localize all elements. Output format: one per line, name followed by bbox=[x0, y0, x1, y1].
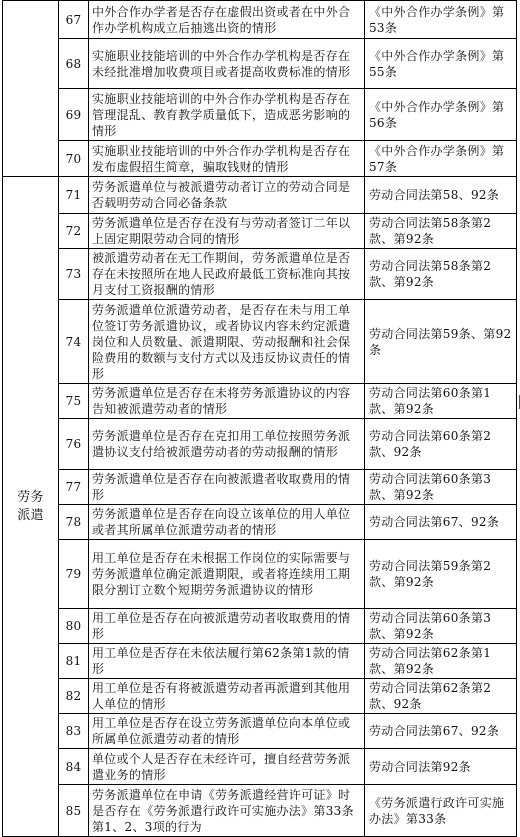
table-row bbox=[3, 540, 517, 609]
legal-basis: 劳动合同法第59条、第92条 bbox=[365, 300, 517, 384]
table-row bbox=[3, 644, 517, 679]
inspection-item: 用工单位是否有将被派遣劳动者再派遣到其他用人单位的情形 bbox=[89, 679, 365, 714]
row-number: 67 bbox=[59, 1, 89, 39]
row-number: 79 bbox=[59, 540, 89, 609]
table-row bbox=[3, 505, 517, 540]
row-number: 75 bbox=[59, 384, 89, 419]
inspection-item: 用工单位是否存在设立劳务派遣单位向本单位或所属单位派遣劳动者的情形 bbox=[89, 714, 365, 749]
inspection-item: 实施职业技能培训的中外合作办学机构是否存在未经批准增加收费项目或者提高收费标准的情形 bbox=[89, 39, 365, 89]
table-row bbox=[3, 89, 517, 141]
row-number: 84 bbox=[59, 749, 89, 785]
legal-basis: 劳动合同法第62条第2款、92条 bbox=[365, 679, 517, 714]
legal-basis: 劳动合同法第58、92条 bbox=[365, 177, 517, 214]
inspection-item: 实施职业技能培训的中外合作办学机构是否存在发布虚假招生简章，骗取钱财的情形 bbox=[89, 141, 365, 177]
row-number: 78 bbox=[59, 505, 89, 540]
table-row bbox=[3, 249, 517, 300]
legal-basis: 劳动合同法第58条第2款、第92条 bbox=[365, 214, 517, 249]
row-number: 74 bbox=[59, 300, 89, 384]
legal-basis: 劳动合同法第67、92条 bbox=[365, 714, 517, 749]
legal-basis: 劳动合同法第58条第2款、第92条 bbox=[365, 249, 517, 300]
legal-basis: 《中外合作办学条例》第53条 bbox=[365, 1, 517, 39]
table-row bbox=[3, 785, 517, 837]
row-number: 82 bbox=[59, 679, 89, 714]
table-row bbox=[3, 679, 517, 714]
row-number: 77 bbox=[59, 470, 89, 505]
table-row bbox=[3, 141, 517, 177]
inspection-item: 劳务派遣单位与被派遣劳动者订立的劳动合同是否载明劳动合同必备条款 bbox=[89, 177, 365, 214]
legal-basis: 《劳务派遣行政许可实施办法》第33条 bbox=[365, 785, 517, 837]
inspection-item: 实施职业技能培训的中外合作办学机构是否存在管理混乱、教育教学质量低下，造成恶劣影响的情形 bbox=[89, 89, 365, 141]
table-row bbox=[3, 39, 517, 89]
legal-basis: 《中外合作办学条例》第57条 bbox=[365, 141, 517, 177]
row-number: 73 bbox=[59, 249, 89, 300]
inspection-item: 劳务派遣单位是否存在未将劳务派遣协议的内容告知被派遣劳动者的情形 bbox=[89, 384, 365, 419]
table-row bbox=[3, 470, 517, 505]
row-number: 76 bbox=[59, 419, 89, 470]
table-row bbox=[3, 1, 517, 39]
inspection-item: 劳务派遣单位是否存在向设立该单位的用人单位或者其所属单位派遣劳动者的情形 bbox=[89, 505, 365, 540]
legal-basis: 劳动合同法第62条第1款、第92条 bbox=[365, 644, 517, 679]
inspection-item: 劳务派遣单位是否存在向被派遣者收取费用的情形 bbox=[89, 470, 365, 505]
legal-basis: 《中外合作办学条例》第55条 bbox=[365, 39, 517, 89]
legal-basis: 劳动合同法第60条第3款、第92条 bbox=[365, 609, 517, 644]
row-number: 71 bbox=[59, 177, 89, 214]
inspection-item: 劳务派遣单位是否存在没有与劳动者签订二年以上固定期限劳动合同的情形 bbox=[89, 214, 365, 249]
row-number: 83 bbox=[59, 714, 89, 749]
inspection-item: 用工单位是否存在未根据工作岗位的实际需要与劳务派遣单位确定派遣期限，或者将连续用工期限分割订立数个短期劳务派遣协议的情形 bbox=[89, 540, 365, 609]
legal-basis: 劳动合同法第60条第3款、第92条 bbox=[365, 470, 517, 505]
inspection-item: 劳务派遣单位是否存在克扣用工单位按照劳务派遣协议支付给被派遣劳动者的劳动报酬的情形 bbox=[89, 419, 365, 470]
table-row bbox=[3, 419, 517, 470]
category-cell: 劳务 派遣 bbox=[3, 177, 59, 837]
inspection-item: 用工单位是否存在向被派遣劳动者收取费用的情形 bbox=[89, 609, 365, 644]
table-row bbox=[3, 214, 517, 249]
table-row bbox=[3, 177, 517, 214]
inspection-item: 用工单位是否存在未依法履行第62条第1款的情形 bbox=[89, 644, 365, 679]
inspection-item: 劳务派遣单位派遣劳动者，是否存在未与用工单位签订劳务派遣协议，或者协议内容未约定派遣岗位和人员数量、派遣期限、劳动报酬和社会保险费用的数额与支付方式以及违反协议责任的情形 bbox=[89, 300, 365, 384]
legal-basis: 劳动合同法第59条第2款、第92条 bbox=[365, 540, 517, 609]
legal-basis: 劳动合同法第92条 bbox=[365, 749, 517, 785]
legal-basis: 《中外合作办学条例》第56条 bbox=[365, 89, 517, 141]
row-number: 80 bbox=[59, 609, 89, 644]
row-number: 69 bbox=[59, 89, 89, 141]
legal-basis: 劳动合同法第60条第1款、第92条 bbox=[365, 384, 517, 419]
table-row bbox=[3, 300, 517, 384]
inspection-item: 被派遣劳动者在无工作期间，劳务派遣单位是否存在未按照所在地人民政府最低工资标准向其按月支付工资报酬的情形 bbox=[89, 249, 365, 300]
table-row bbox=[3, 384, 517, 419]
inspection-item: 劳务派遣单位在申请《劳务派遣经营许可证》时是否存在《劳务派遣行政许可实施办法》第33条第1、2、3项的行为 bbox=[89, 785, 365, 837]
legal-basis: 劳动合同法第60条第2款、92条 bbox=[365, 419, 517, 470]
category-cell bbox=[3, 1, 59, 177]
row-number: 81 bbox=[59, 644, 89, 679]
table-row bbox=[3, 714, 517, 749]
table-row bbox=[3, 609, 517, 644]
inspection-item: 单位或个人是否存在未经许可，擅自经营劳务派遣业务的情形 bbox=[89, 749, 365, 785]
legal-basis: 劳动合同法第67、92条 bbox=[365, 505, 517, 540]
inspection-item: 中外合作办学者是否存在虚假出资或者在中外合作办学机构成立后抽逃出资的情形 bbox=[89, 1, 365, 39]
row-number: 85 bbox=[59, 785, 89, 837]
row-number: 70 bbox=[59, 141, 89, 177]
table-row bbox=[3, 749, 517, 785]
row-number: 72 bbox=[59, 214, 89, 249]
regulation-table bbox=[2, 0, 517, 837]
row-number: 68 bbox=[59, 39, 89, 89]
